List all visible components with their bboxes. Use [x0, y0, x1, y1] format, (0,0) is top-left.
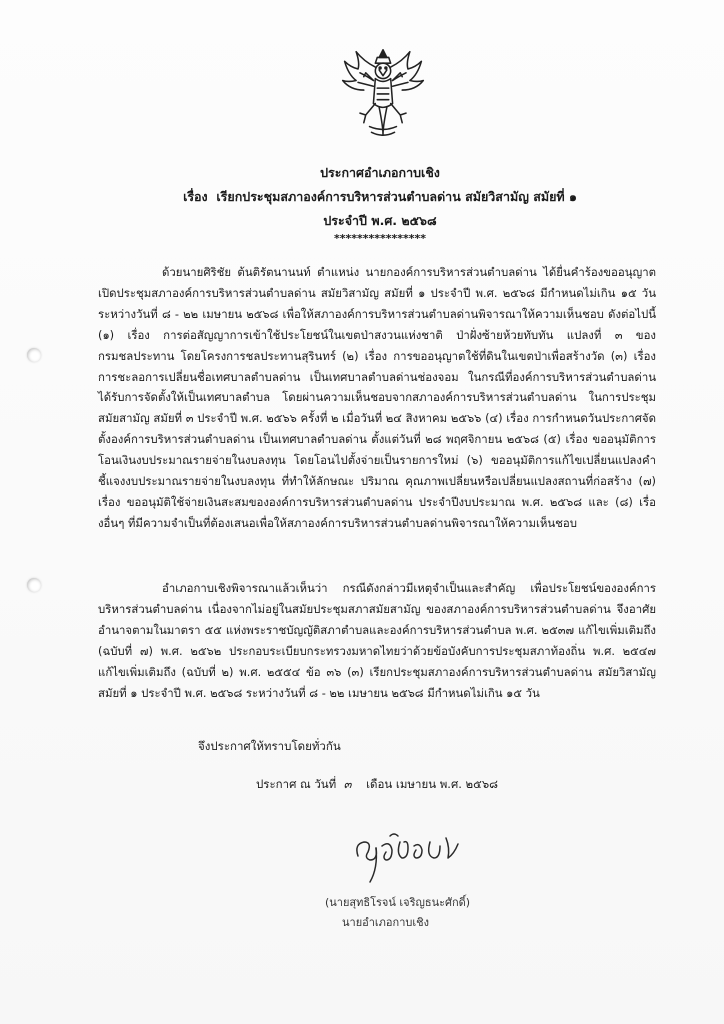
subject-text: เรียกประชุมสภาองค์การบริหารส่วนตำบลด่าน สมัยวิสามัญ สมัยที่ ๑	[216, 189, 577, 204]
announce-prefix: ประกาศ ณ วันที่	[256, 777, 337, 791]
body-paragraph-2	[98, 578, 656, 703]
subject-label: เรื่อง	[183, 189, 208, 204]
issuer-title: ประกาศอำเภอกาบเชิง	[320, 165, 440, 180]
separator-stars: ****************	[333, 232, 427, 245]
subject-line	[100, 187, 660, 207]
paragraph-1-text: ด้วยนายศิริชัย ต้นติรัตนานนท์ ตำแหน่ง นายกองค์การบริหารส่วนตำบลด่าน ได้ยื่นคำร้องขออนุญาตเปิดประชุมสภาองค์การบริหารส่วนตำบลด่าน สมัยวิสามัญ สมัยที่ ๑ ประจำปี พ.ศ. ๒๕๖๘ มีกำหนดไม่เกิน ๑๕ วัน ระหว่างวันที่ ๘ - ๒๒ เมษายน ๒๕๖๘ เพื่อให้สภาองค์การบริหารส่วนตำบลด่านพิจารณาให้ความเห็นชอบ ดังต่อไปนี้ (๑) เรื่อง การต่อสัญญาการเข้าใช้ประโยชน์ในเขตป่าสงวนแห่งชาติ ป่าฝั่งซ้ายห้วยทับทัน แปลงที่ ๓ ของกรมชลประทาน โดยโครงการชลประทานสุรินทร์ (๒) เรื่อง การขออนุญาตใช้ที่ดินในเขตป่าเพื่อสร้างวัด (๓) เรื่อง การชะลอการเปลี่ยนชื่อเทศบาลตำบลด่าน เป็นเทศบาลตำบลด่านช่องจอม ในกรณีที่องค์การบริหารส่วนตำบลด่านได้รับการจัดตั้งให้เป็นเทศบาลตำบล โดยผ่านความเห็นชอบจากสภาองค์การบริหารส่วนตำบลด่าน ในการประชุมสมัยสามัญ สมัยที่ ๓ ประจำปี พ.ศ. ๒๕๖๖ ครั้งที่ ๒ เมื่อวันที่ ๒๔ สิงหาคม ๒๕๖๖ (๔) เรื่อง การกำหนดวันประกาศจัดตั้งองค์การบริหารส่วนตำบลด่าน เป็นเทศบาลตำบลด่าน ตั้งแต่วันที่ ๒๘ พฤศจิกายน ๒๕๖๘ (๕) เรื่อง ขออนุมัติการโอนเงินงบประมาณรายจ่ายในงบลงทุน โดยโอนไปตั้งจ่ายเป็นรายการใหม่ (๖) ขออนุมัติการแก้ไขเปลี่ยนแปลงคำชี้แจงงบประมาณรายจ่ายในงบลงทุน ที่ทำให้ลักษณะ ปริมาณ คุณภาพเปลี่ยนหรือเปลี่ยนแปลงสถานที่ก่อสร้าง (๗) เรื่อง ขออนุมัติใช้จ่ายเงินสะสมขององค์การบริหารส่วนตำบลด่าน ประจำปีงบประมาณ พ.ศ. ๒๕๖๘ และ (๘) เรื่องอื่นๆ ที่มีความจำเป็นที่ต้องเสนอเพื่อให้สภาองค์การบริหารส่วนตำบลด่านพิจารณาให้ความเห็นชอบ	[98, 265, 656, 530]
handwritten-signature	[350, 828, 470, 884]
garuda-emblem-icon	[335, 44, 431, 140]
body-paragraph-1	[98, 262, 656, 534]
closing-line: จึงประกาศให้ทราบโดยทั่วกัน	[198, 739, 341, 753]
punch-hole-bottom	[27, 578, 41, 592]
announce-month-year: เดือน เมษายน พ.ศ. ๒๕๖๘	[366, 777, 499, 791]
signatory-name: (นายสุทธิโรจน์ เจริญธนะศักดิ์)	[325, 896, 471, 909]
fiscal-year: ประจำปี พ.ศ. ๒๕๖๘	[323, 213, 437, 228]
paragraph-2-text: อำเภอกาบเชิงพิจารณาแล้วเห็นว่า กรณีดังกล่าวมีเหตุจำเป็นและสำคัญ เพื่อประโยชน์ขององค์การบริหารส่วนตำบลด่าน เนื่องจากไม่อยู่ในสมัยประชุมสภาสมัยสามัญ ของสภาองค์การบริหารส่วนตำบลด่าน จึงอาศัยอำนาจตามในมาตรา ๕๕ แห่งพระราชบัญญัติสภาตำบลและองค์การบริหารส่วนตำบล พ.ศ. ๒๕๓๗ แก้ไขเพิ่มเติมถึง (ฉบับที่ ๗) พ.ศ. ๒๕๖๒ ประกอบระเบียบกระทรวงมหาดไทยว่าด้วยข้อบังคับการประชุมสภาท้องถิ่น พ.ศ. ๒๕๔๗ แก้ไขเพิ่มเติมถึง (ฉบับที่ ๒) พ.ศ. ๒๕๕๔ ข้อ ๓๖ (๓) เรียกประชุมสภาองค์การบริหารส่วนตำบลด่าน สมัยวิสามัญ สมัยที่ ๑ ประจำปี พ.ศ. ๒๕๖๘ ระหว่างวันที่ ๘ - ๒๒ เมษายน ๒๕๖๘ มีกำหนดไม่เกิน ๑๕ วัน	[98, 581, 656, 700]
signatory-position: นายอำเภอกาบเชิง	[342, 916, 429, 929]
punch-hole-top	[27, 348, 41, 362]
announce-date	[256, 776, 498, 794]
announce-day: ๓	[343, 777, 352, 791]
